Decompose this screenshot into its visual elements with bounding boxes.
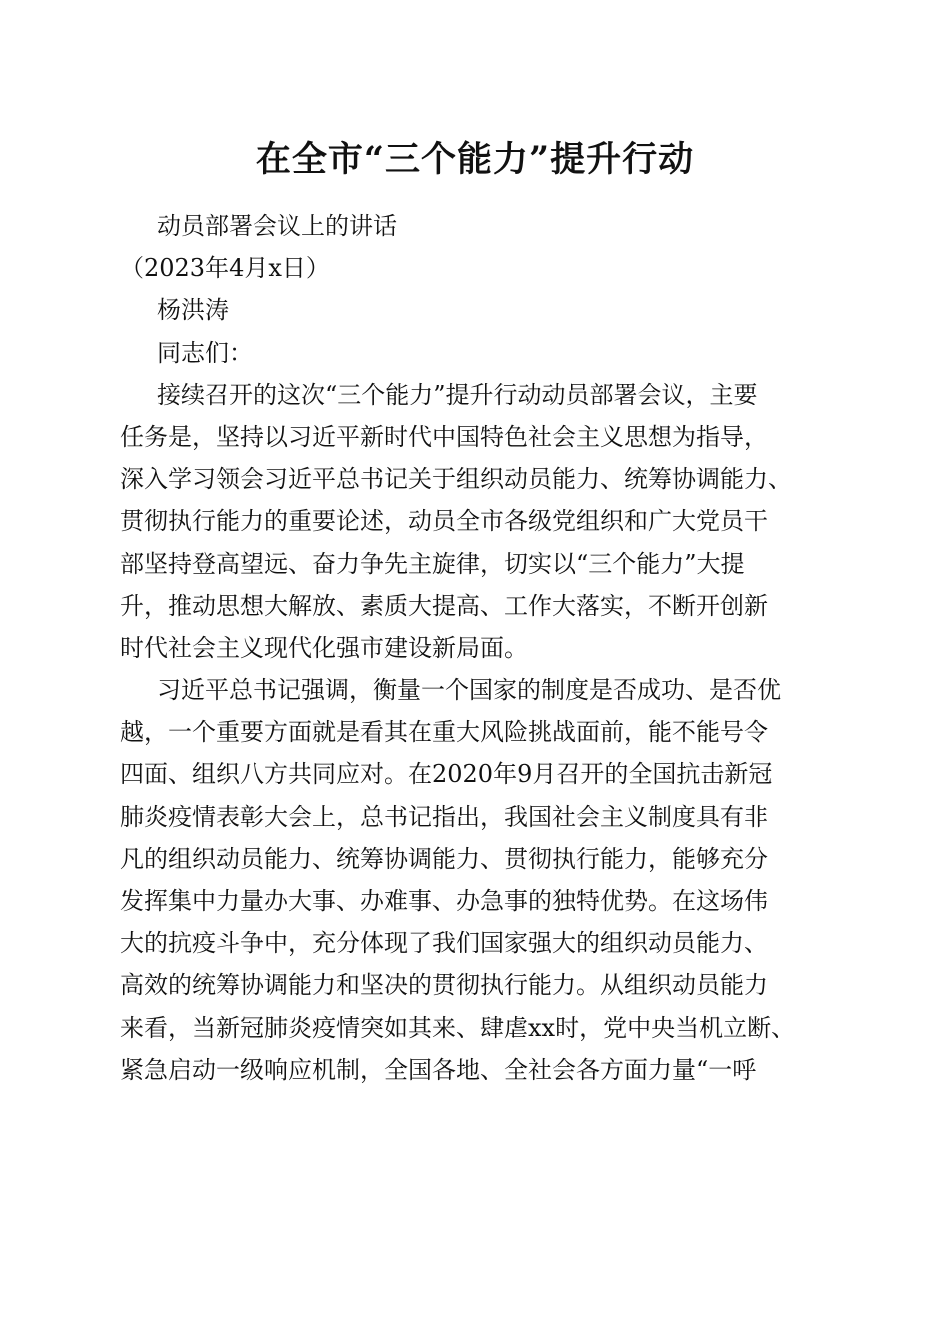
paragraph-line: 四面、组织八方共同应对。在2020年9月召开的全国抗击新冠 — [120, 760, 773, 789]
paragraph-line: 任务是，坚持以习近平新时代中国特色社会主义思想为指导， — [120, 422, 768, 451]
paragraph-line: 升，推动思想大解放、素质大提高、工作大落实，不断开创新 — [120, 591, 768, 620]
paragraph-line: 凡的组织动员能力、统筹协调能力、贯彻执行能力，能够充分 — [120, 844, 768, 873]
paragraph-line: 高效的统筹协调能力和坚决的贯彻执行能力。从组织动员能力 — [120, 971, 768, 1000]
paragraph-line: 肺炎疫情表彰大会上，总书记指出，我国社会主义制度具有非 — [120, 802, 768, 831]
salutation: 同志们： — [157, 338, 253, 367]
paragraph-line: 越，一个重要方面就是看其在重大风险挑战面前，能不能号令 — [120, 718, 768, 747]
date-line: （2023年4月x日） — [120, 254, 330, 283]
paragraph-line: 来看，当新冠肺炎疫情突如其来、肆虐xx时，党中央当机立断、 — [120, 1013, 796, 1042]
paragraph-line: 紧急启动一级响应机制，全国各地、全社会各方面力量“一呼 — [120, 1055, 757, 1084]
paragraph-1 — [120, 374, 830, 669]
document-title: 在全市“三个能力”提升行动 — [255, 139, 695, 180]
document-body — [120, 205, 830, 1091]
paragraph-2 — [120, 669, 830, 1091]
paragraph-line: 大的抗疫斗争中，充分体现了我们国家强大的组织动员能力、 — [120, 929, 768, 958]
paragraph-line: 接续召开的这次“三个能力”提升行动动员部署会议，主要 — [157, 380, 758, 409]
paragraph-line: 习近平总书记强调，衡量一个国家的制度是否成功、是否优 — [157, 676, 781, 705]
subtitle-line: 动员部署会议上的讲话 — [157, 212, 397, 240]
speaker-name: 杨洪涛 — [157, 296, 229, 325]
paragraph-line: 部坚持登高望远、奋力争先主旋律，切实以“三个能力”大提 — [120, 549, 745, 578]
paragraph-line: 贯彻执行能力的重要论述，动员全市各级党组织和广大党员干 — [120, 507, 768, 536]
paragraph-line: 时代社会主义现代化强市建设新局面。 — [120, 633, 528, 662]
paragraph-line: 发挥集中力量办大事、办难事、办急事的独特优势。在这场伟 — [120, 887, 768, 915]
paragraph-line: 深入学习领会习近平总书记关于组织动员能力、统筹协调能力、 — [120, 465, 792, 494]
